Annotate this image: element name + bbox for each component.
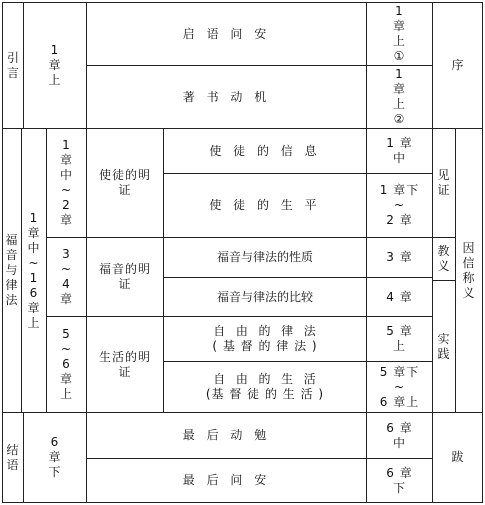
intro-row-title: 著 书 动 机	[182, 89, 271, 104]
gospel-label-practice: 实 践	[437, 331, 451, 361]
conclusion-theme: 跋	[451, 450, 464, 464]
gospel-row-title: 福音与律法的性质	[216, 250, 313, 264]
table-border-right	[482, 2, 483, 503]
gospel-row-chapter: 4 章	[386, 289, 413, 304]
intro-section-label	[3, 3, 23, 128]
gospel-row-title: 使 徒 的 生 平	[209, 198, 321, 212]
conclusion-row-chapter: 6 章 中	[386, 420, 413, 450]
gospel-group-label: 使徒的明 证	[98, 168, 151, 197]
gospel-sub-range: 5 ~ 6 章 上	[59, 327, 73, 401]
conclusion-row-title: 最 后 问 安	[182, 473, 271, 487]
conclusion-row-title: 最 后 动 勉	[182, 428, 271, 442]
gospel-row-chapter: 1 章 中	[386, 136, 413, 165]
gospel-row-title: 自 由 的 律 法 ( 基 督 的 律 法 )	[212, 324, 318, 353]
gospel-row-chapter: 1 章下 ~ 2 章	[379, 183, 420, 227]
gospel-label-doctrine: 教 义	[437, 244, 451, 273]
gospel-row-title: 自 由 的 生 活 (基 督 徒 的 生 活 )	[205, 372, 325, 401]
gospel-row-chapter: 5 章下 ~ 6 章上	[379, 364, 420, 409]
conclusion-section-label: 结 语	[6, 442, 20, 472]
gospel-range: 1 章 中 ~ 1 6 章 上	[27, 210, 41, 330]
intro-range: 1 章 上	[48, 43, 62, 87]
conclusion-range: 6 章 下	[48, 435, 62, 479]
gospel-row-chapter: 5 章 上	[386, 324, 413, 353]
table-border-bottom	[2, 502, 483, 503]
intro-theme: 序	[451, 58, 464, 72]
intro-row-chapter: 1 章 上 ①	[392, 4, 406, 63]
gospel-group-label: 生活的明 证	[98, 349, 151, 379]
gospel-sub-range: 3 ~ 4 章	[59, 247, 73, 306]
conclusion-row-chapter: 6 章 下	[386, 465, 413, 495]
gospel-section-label: 福 音 与 律 法	[5, 233, 19, 307]
intro-row-chapter: 1 章 上 ②	[392, 67, 406, 126]
gospel-row-title: 使 徒 的 信 息	[209, 143, 321, 158]
intro-row-title: 启 语 问 安	[182, 26, 271, 41]
gospel-label-witness: 见 证	[437, 168, 451, 197]
gospel-row-chapter: 3 章	[386, 250, 413, 264]
gospel-theme: 因 信 称 义	[462, 240, 476, 300]
gospel-sub-range: 1 章 中 ~ 2 章	[59, 138, 73, 227]
gospel-row-title: 福音与律法的比较	[216, 289, 313, 304]
gospel-group-label: 福音的明 证	[98, 262, 151, 291]
intro-section-text: 引言	[6, 50, 19, 80]
